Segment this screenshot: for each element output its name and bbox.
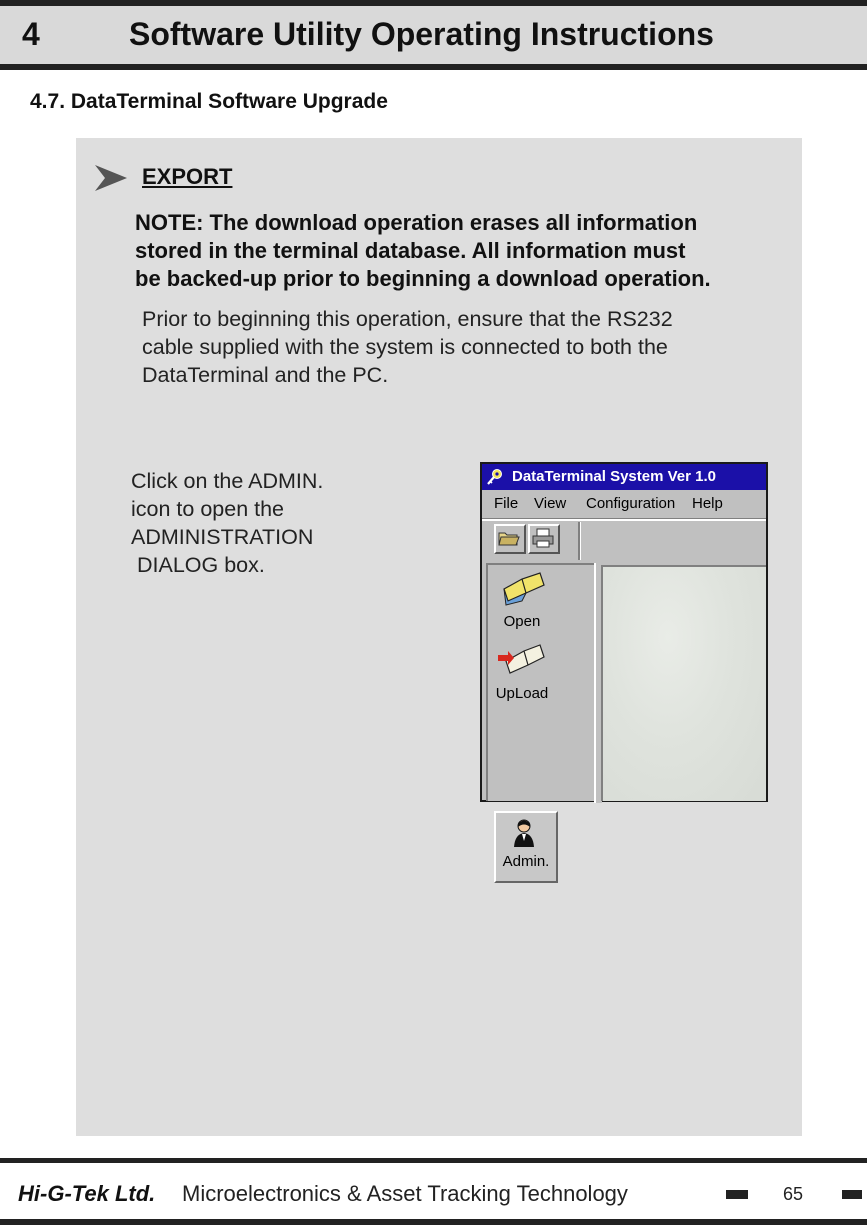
click-line: DIALOG box. (131, 553, 265, 577)
tool-open[interactable] (490, 571, 554, 630)
app-title-bar (482, 464, 766, 490)
tool-admin[interactable] (494, 811, 558, 883)
app-window-screenshot (480, 462, 768, 870)
menu-configuration[interactable]: Configuration (586, 495, 676, 512)
click-line: icon to open the (131, 497, 285, 521)
company-name: Hi-G-Tek Ltd. (18, 1181, 156, 1206)
note-line: be backed-up prior to beginning a download operation. (135, 266, 711, 291)
click-instructions (131, 467, 431, 579)
menu-bar (482, 490, 766, 517)
tool-admin-label: Admin. (502, 853, 550, 870)
note-line: stored in the terminal database. All information must (135, 238, 686, 263)
tool-open-label: Open (503, 613, 541, 630)
page-number-dash-left (726, 1190, 748, 1199)
footer-top-rule (0, 1158, 867, 1163)
prior-line: cable supplied with the system is connected to both the (142, 335, 668, 359)
menu-file[interactable]: File (494, 495, 519, 512)
page-number: 65 (783, 1184, 804, 1204)
tool-upload[interactable] (490, 643, 554, 702)
note-line: NOTE: The download operation erases all information (135, 210, 698, 235)
click-line: ADMINISTRATION (131, 525, 314, 549)
printer-icon (530, 526, 556, 550)
main-view-area (601, 565, 766, 801)
menu-help[interactable]: Help (692, 495, 723, 512)
export-heading: EXPORT (142, 164, 233, 189)
print-button[interactable] (528, 524, 560, 554)
app-title: DataTerminal System Ver 1.0 (512, 468, 716, 485)
tool-sidebar (486, 563, 594, 870)
menu-view[interactable]: View (534, 495, 567, 512)
prior-line: DataTerminal and the PC. (142, 363, 389, 387)
toolbar-separator (578, 522, 581, 560)
footer-bottom-rule (0, 1219, 867, 1225)
admin-person-icon (509, 817, 543, 849)
prior-line: Prior to beginning this operation, ensure that the RS232 (142, 307, 673, 331)
section-title: 4.7. DataTerminal Software Upgrade (30, 90, 388, 113)
header-bottom-rule (0, 64, 867, 70)
open-book-icon (498, 571, 546, 609)
chapter-title: Software Utility Operating Instructions (129, 16, 714, 52)
key-icon (486, 468, 504, 486)
bullet-arrow-icon (95, 164, 127, 192)
prior-instructions (142, 305, 782, 389)
company-tagline: Microelectronics & Asset Tracking Technology (182, 1181, 628, 1206)
tool-upload-label: UpLoad (495, 685, 549, 702)
folder-icon (496, 526, 522, 550)
note-block (135, 209, 805, 293)
upload-book-icon (498, 643, 546, 681)
toolbar-divider (482, 518, 766, 521)
open-folder-button[interactable] (494, 524, 526, 554)
chapter-number: 4 (22, 16, 40, 52)
page-number-dash-right (842, 1190, 862, 1199)
click-line: Click on the ADMIN. (131, 469, 324, 493)
